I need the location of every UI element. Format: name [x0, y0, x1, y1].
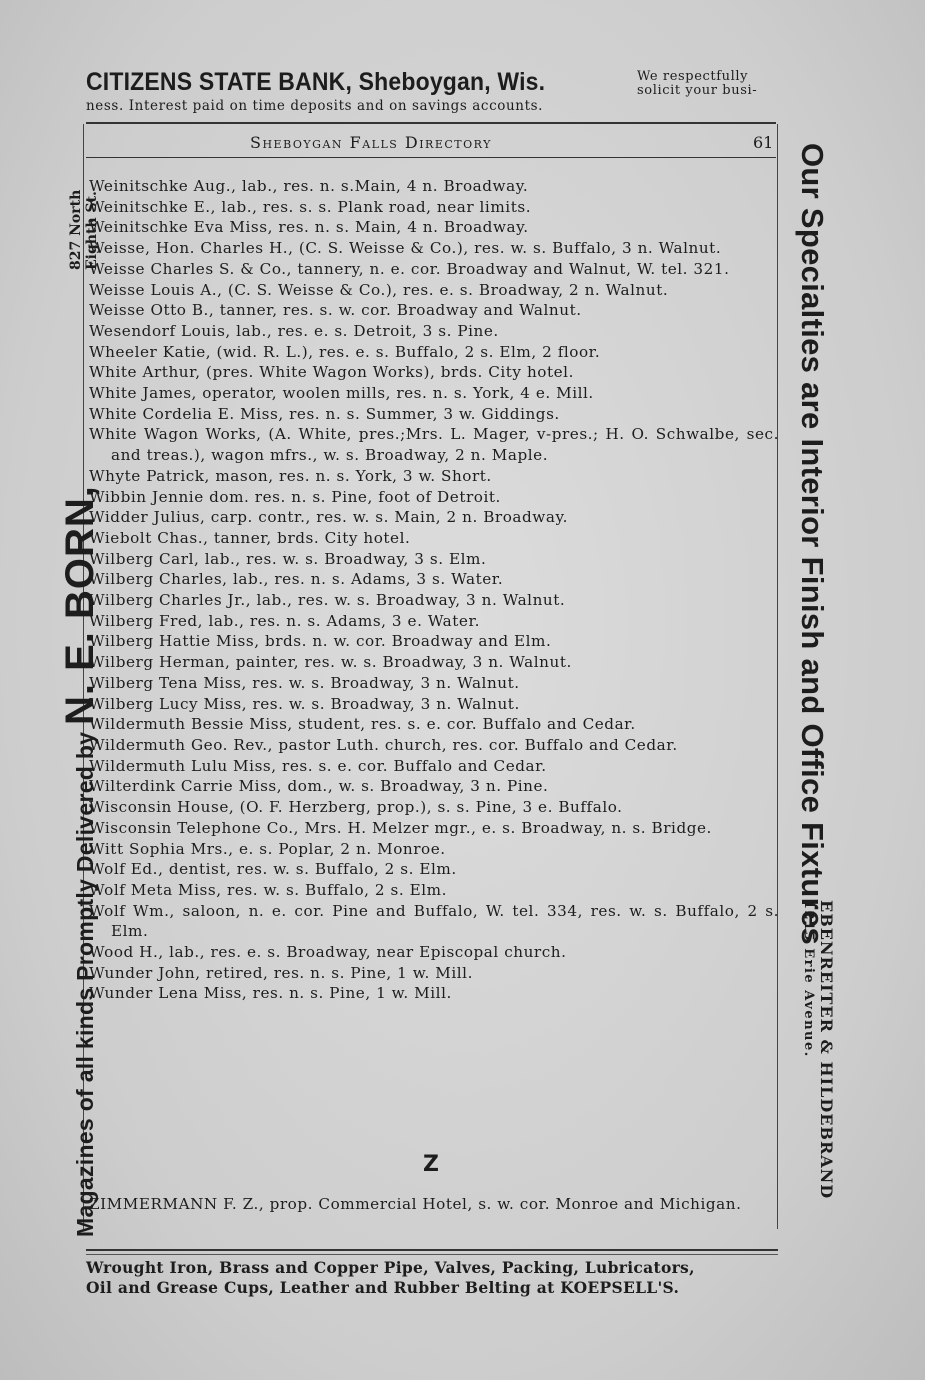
right-ad-firm: EBENREITER & HILDEBRAND	[817, 900, 836, 1200]
directory-entry: Weisse Louis A., (C. S. Weisse & Co.), res. e. s. Broadway, 2 n. Walnut.	[89, 280, 669, 299]
directory-entry: Wildermuth Lulu Miss, res. s. e. cor. Buffalo and Cedar.	[89, 756, 547, 775]
directory-entry: Whyte Patrick, mason, res. n. s. York, 3 w. Short.	[89, 466, 492, 485]
directory-entry: Wilberg Herman, painter, res. w. s. Broadway, 3 n. Walnut.	[89, 653, 572, 672]
right-margin-advertisement: Our Specialties are Interior Finish and Office Fixtures	[795, 143, 830, 946]
directory-entry: Wunder Lena Miss, res. n. s. Pine, 1 w. Mill.	[89, 984, 452, 1003]
directory-entry: ZIMMERMANN F. Z., prop. Commercial Hotel, s. w. cor. Monroe and Michigan.	[89, 1195, 742, 1213]
left-ad-text: Magazines of all kinds Promptly Delivered by	[72, 725, 98, 1237]
footer-ad-line-2: Oil and Grease Cups, Leather and Rubber Belting at KOEPSELL'S.	[86, 1278, 680, 1297]
head-rule	[86, 157, 776, 158]
footer-ad-line-1: Wrought Iron, Brass and Copper Pipe, Valves, Packing, Lubricators,	[86, 1258, 695, 1277]
section-letter-heading: Z	[423, 1152, 439, 1177]
directory-entry: White Wagon Works, (A. White, pres.;Mrs. L. Mager, v-pres.; H. O. Schwalbe, sec. and treas.), wagon mfrs., w. s. Broadway, 2 n. Maple.	[89, 425, 779, 465]
directory-entry: Wolf Meta Miss, res. w. s. Buffalo, 2 s. Elm.	[89, 880, 447, 899]
directory-entry: Wisconsin Telephone Co., Mrs. H. Melzer mgr., e. s. Broadway, n. s. Bridge.	[89, 818, 712, 837]
directory-entry: White Cordelia E. Miss, res. n. s. Summer, 3 w. Giddings.	[89, 404, 560, 423]
directory-entry: Wolf Wm., saloon, n. e. cor. Pine and Buffalo, W. tel. 334, res. w. s. Buffalo, 2 s. Elm.	[89, 901, 779, 941]
directory-entry: Wood H., lab., res. e. s. Broadway, near Episcopal church.	[89, 943, 567, 962]
directory-entry: Wolf Ed., dentist, res. w. s. Buffalo, 2 s. Elm.	[89, 860, 457, 879]
left-margin-advertisement	[58, 485, 103, 1237]
directory-entry: Wilberg Fred, lab., res. n. s. Adams, 3 e. Water.	[89, 611, 480, 630]
directory-entry: Wilterdink Carrie Miss, dom., w. s. Broadway, 3 n. Pine.	[89, 777, 549, 796]
bottom-rule-thin	[86, 1254, 778, 1255]
directory-entry: Wheeler Katie, (wid. R. L.), res. e. s. Buffalo, 2 s. Elm, 2 floor.	[89, 342, 601, 361]
directory-entry: Wildermuth Geo. Rev., pastor Luth. church, res. cor. Buffalo and Cedar.	[89, 735, 678, 754]
directory-entry: Weisse Charles S. & Co., tannery, n. e. cor. Broadway and Walnut, W. tel. 321.	[89, 259, 730, 278]
directory-entry: Wibbin Jennie dom. res. n. s. Pine, foot of Detroit.	[89, 487, 501, 506]
directory-entries	[89, 176, 779, 1004]
top-rule	[86, 122, 776, 124]
bank-tagline-right: We respectfully solicit your busi-	[637, 69, 758, 98]
directory-entry: Wesendorf Louis, lab., res. e. s. Detroit, 3 s. Pine.	[89, 321, 499, 340]
directory-entry: Weinitschke Aug., lab., res. n. s.Main, 4 n. Broadway.	[89, 177, 529, 195]
section-z-entries	[89, 1194, 779, 1215]
footer-advertisement	[86, 1258, 786, 1298]
directory-entry: Wilberg Tena Miss, res. w. s. Broadway, 3 n. Walnut.	[89, 673, 520, 692]
bottom-rule	[86, 1249, 778, 1251]
directory-entry: Wilberg Lucy Miss, res. w. s. Broadway, 3 n. Walnut.	[89, 694, 520, 713]
left-ad-address-line-1: 827 North	[68, 189, 84, 270]
directory-entry: Wilberg Charles, lab., res. n. s. Adams, 3 s. Water.	[89, 570, 504, 589]
directory-entry: Wunder John, retired, res. n. s. Pine, 1 w. Mill.	[89, 963, 473, 982]
directory-entry: Weisse, Hon. Charles H., (C. S. Weisse & Co.), res. w. s. Buffalo, 3 n. Walnut.	[89, 239, 722, 258]
directory-entry: Weisse Otto B., tanner, res. s. w. cor. Broadway and Walnut.	[89, 301, 582, 320]
left-ad-address-line-2: Eighth St.	[84, 191, 100, 270]
left-ad-name: N. E. BORN,	[58, 485, 102, 726]
running-head: Sheboygan Falls Directory	[250, 133, 492, 152]
directory-entry: Weinitschke Eva Miss, res. n. s. Main, 4 n. Broadway.	[89, 218, 529, 237]
directory-entry: Wiebolt Chas., tanner, brds. City hotel.	[89, 528, 411, 547]
bank-title: CITIZENS STATE BANK, Sheboygan, Wis.	[86, 68, 546, 96]
left-ad-address	[68, 190, 100, 270]
directory-entry: Widder Julius, carp. contr., res. w. s. Main, 2 n. Broadway.	[89, 508, 568, 527]
directory-entry: Wildermuth Bessie Miss, student, res. s. e. cor. Buffalo and Cedar.	[89, 715, 636, 734]
bank-tagline-line2: ness. Interest paid on time deposits and on savings accounts.	[86, 98, 544, 114]
right-ad-address: 1215 Erie Avenue.	[801, 900, 816, 1058]
directory-entry: Wisconsin House, (O. F. Herzberg, prop.), s. s. Pine, 3 e. Buffalo.	[89, 798, 623, 817]
directory-entry: White James, operator, woolen mills, res. n. s. York, 4 e. Mill.	[89, 384, 594, 403]
right-ad-firm-block	[799, 900, 835, 1199]
page-number: 61	[753, 133, 774, 152]
directory-entry: Wilberg Charles Jr., lab., res. w. s. Broadway, 3 n. Walnut.	[89, 591, 566, 610]
directory-entry: White Arthur, (pres. White Wagon Works), brds. City hotel.	[89, 363, 574, 382]
directory-entry: Wilberg Carl, lab., res. w. s. Broadway, 3 s. Elm.	[89, 549, 487, 568]
directory-entry: Weinitschke E., lab., res. s. s. Plank road, near limits.	[89, 197, 532, 216]
directory-entry: Wilberg Hattie Miss, brds. n. w. cor. Broadway and Elm.	[89, 632, 552, 651]
directory-entry: Witt Sophia Mrs., e. s. Poplar, 2 n. Monroe.	[89, 839, 446, 858]
